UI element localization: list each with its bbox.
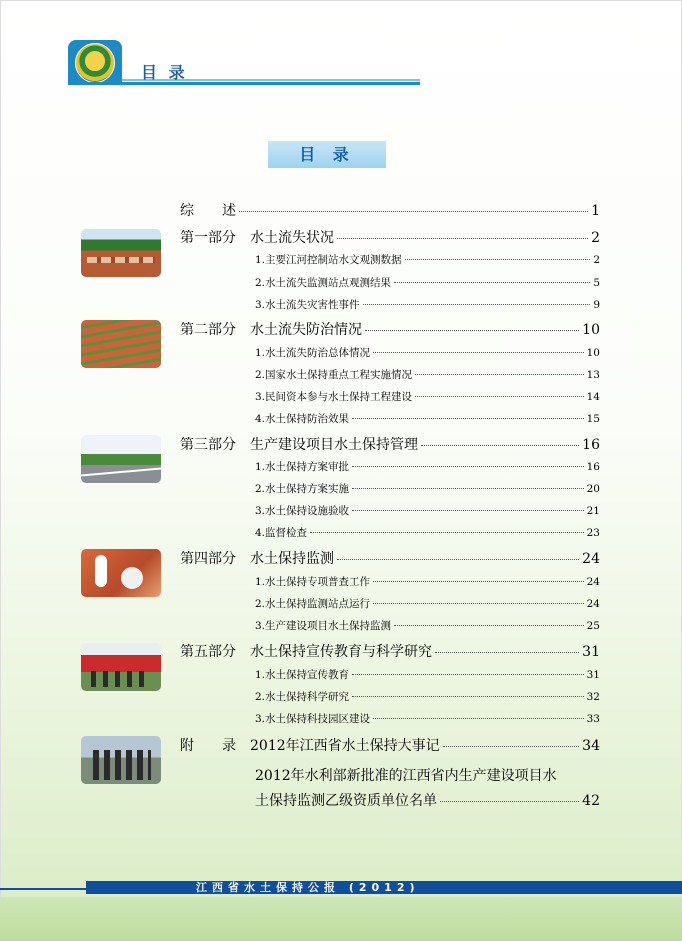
toc-subentry[interactable]: [255, 389, 600, 404]
part4-photo: [81, 549, 161, 597]
toc-subentry-page: 33: [586, 713, 600, 725]
part-title: 水土流失状况: [250, 230, 334, 246]
leader-dots: [352, 510, 584, 511]
part-title: 2012年江西省水土保持大事记: [250, 738, 440, 754]
toc-entry-page: 16: [582, 437, 600, 453]
toc-subentry-page: 21: [586, 505, 600, 517]
toc-subentry-label: 1.水土保持宣传教育: [255, 669, 350, 681]
toc-subentry-label: 3.民间资本参与水土保持工程建设: [255, 391, 413, 403]
part-number: 第三部分: [180, 437, 236, 453]
toc-subentry[interactable]: [255, 459, 600, 474]
toc-subentry-page: 15: [586, 413, 600, 425]
footer-rule: [0, 888, 86, 890]
leader-dots: [365, 330, 579, 331]
part-number: 附 录: [180, 738, 236, 754]
toc-subentry[interactable]: [255, 503, 600, 518]
part3-photo: [81, 435, 161, 483]
toc-subentry-page: 23: [586, 527, 600, 539]
leader-dots: [337, 238, 588, 239]
toc-entry-page: 2: [591, 230, 600, 246]
toc-subentry[interactable]: [255, 275, 600, 290]
leader-dots: [352, 674, 584, 675]
leader-dots: [415, 396, 584, 397]
toc-subentry[interactable]: [255, 411, 600, 426]
toc-subentry-label: 2.国家水土保持重点工程实施情况: [255, 369, 413, 381]
toc-subentry-page: 16: [586, 461, 600, 473]
part5-photo: [81, 643, 161, 691]
toc-entry-page: 24: [582, 551, 600, 567]
toc-subentry-page: 25: [586, 620, 600, 632]
toc-subentry-label: 3.水土保持科技园区建设: [255, 713, 371, 725]
leader-dots: [352, 466, 584, 467]
toc-subentry[interactable]: [255, 574, 600, 589]
toc-entry-page: 34: [582, 738, 600, 754]
toc-subentry[interactable]: [255, 345, 600, 360]
leader-dots: [337, 559, 579, 560]
appendix-photo: [81, 736, 161, 784]
toc-subentry-page: 5: [593, 277, 600, 289]
leader-dots: [352, 418, 584, 419]
toc-subentry-label: 3.水土流失灾害性事件: [255, 299, 360, 311]
toc-subentry[interactable]: [255, 596, 600, 611]
part-title: 水土流失防治情况: [250, 322, 362, 338]
toc-subentry-label: 4.水土保持防治效果: [255, 413, 350, 425]
toc-entry-part5[interactable]: [180, 641, 600, 661]
toc-entry-page: 1: [591, 203, 600, 219]
toc-subentry[interactable]: [255, 252, 600, 267]
toc-subentry-page: 24: [586, 576, 600, 588]
toc-subentry[interactable]: [255, 297, 600, 312]
toc-entry-part2[interactable]: [180, 319, 600, 339]
toc-subentry[interactable]: [255, 689, 600, 704]
toc-subentry[interactable]: [255, 711, 600, 726]
leader-dots: [363, 304, 591, 305]
part1-photo: [81, 229, 161, 277]
leader-dots: [352, 488, 584, 489]
leader-dots: [405, 259, 591, 260]
leader-dots: [373, 352, 584, 353]
part-title: 水土保持宣传教育与科学研究: [250, 644, 432, 660]
toc-title: 目 录: [268, 141, 386, 168]
toc-subentry-page: 31: [586, 669, 600, 681]
part2-photo: [81, 320, 161, 368]
toc-entry-appendix-extra-line1[interactable]: [255, 765, 600, 785]
footer-text: 江西省水土保持公报 (2012): [196, 881, 420, 894]
part-title: 生产建设项目水土保持管理: [250, 437, 418, 453]
toc-entry-overview[interactable]: [180, 200, 600, 220]
toc-subentry-page: 13: [586, 369, 600, 381]
header-title: 目 录: [141, 63, 188, 82]
toc-subentry-label: 1.水土保持方案审批: [255, 461, 350, 473]
leader-dots: [443, 746, 580, 747]
toc-subentry-label: 1.水土流失防治总体情况: [255, 347, 371, 359]
leader-dots: [394, 282, 590, 283]
toc-subentry-page: 32: [586, 691, 600, 703]
appendix-extra-label: 2012年水利部新批准的江西省内生产建设项目水: [255, 768, 557, 784]
header-rule: [68, 82, 420, 85]
toc-subentry-page: 24: [586, 598, 600, 610]
toc-subentry-label: 2.水土保持科学研究: [255, 691, 350, 703]
toc-subentry-page: 14: [586, 391, 600, 403]
toc-subentry[interactable]: [255, 367, 600, 382]
toc-entry-page: 31: [582, 644, 600, 660]
toc-subentry-page: 9: [593, 299, 600, 311]
leader-dots: [394, 625, 584, 626]
toc-subentry[interactable]: [255, 525, 600, 540]
emblem-icon: [75, 43, 115, 83]
toc-subentry[interactable]: [255, 667, 600, 682]
toc-subentry-label: 3.生产建设项目水土保持监测: [255, 620, 392, 632]
leader-dots: [239, 211, 588, 212]
toc-entry-part3[interactable]: [180, 434, 600, 454]
toc-subentry-label: 2.水土保持方案实施: [255, 483, 350, 495]
toc-entry-appendix[interactable]: [180, 735, 600, 755]
leader-dots: [352, 696, 584, 697]
toc-subentry-label: 1.水土保持专项普查工作: [255, 576, 371, 588]
leader-dots: [421, 445, 579, 446]
toc-subentry-label: 2.水土保持监测站点运行: [255, 598, 371, 610]
leader-dots: [310, 532, 584, 533]
footer-band: [0, 897, 682, 941]
leader-dots: [415, 374, 584, 375]
toc-entry-part4[interactable]: [180, 548, 600, 568]
part-number: 第一部分: [180, 230, 236, 246]
toc-entry-appendix-extra-line2[interactable]: [255, 790, 600, 810]
toc-entry-label: 综 述: [180, 203, 236, 219]
appendix-extra-label: 土保持监测乙级资质单位名单: [255, 793, 437, 809]
toc-subentry-page: 10: [586, 347, 600, 359]
leader-dots: [373, 603, 584, 604]
part-number: 第二部分: [180, 322, 236, 338]
toc-entry-part1[interactable]: [180, 227, 600, 247]
toc-entry-page: 42: [582, 793, 600, 809]
toc-subentry-page: 2: [593, 254, 600, 266]
leader-dots: [373, 581, 584, 582]
part-number: 第五部分: [180, 644, 236, 660]
toc-subentry-label: 4.监督检查: [255, 527, 308, 539]
part-number: 第四部分: [180, 551, 236, 567]
toc-subentry-page: 20: [586, 483, 600, 495]
toc-subentry[interactable]: [255, 618, 600, 633]
toc-entry-page: 10: [582, 322, 600, 338]
toc-subentry-label: 2.水土流失监测站点观测结果: [255, 277, 392, 289]
part-title: 水土保持监测: [250, 551, 334, 567]
leader-dots: [440, 801, 579, 802]
toc-subentry[interactable]: [255, 481, 600, 496]
toc-subentry-label: 1.主要江河控制站水文观测数据: [255, 254, 402, 266]
leader-dots: [373, 718, 584, 719]
toc-subentry-label: 3.水土保持设施验收: [255, 505, 350, 517]
leader-dots: [435, 652, 579, 653]
